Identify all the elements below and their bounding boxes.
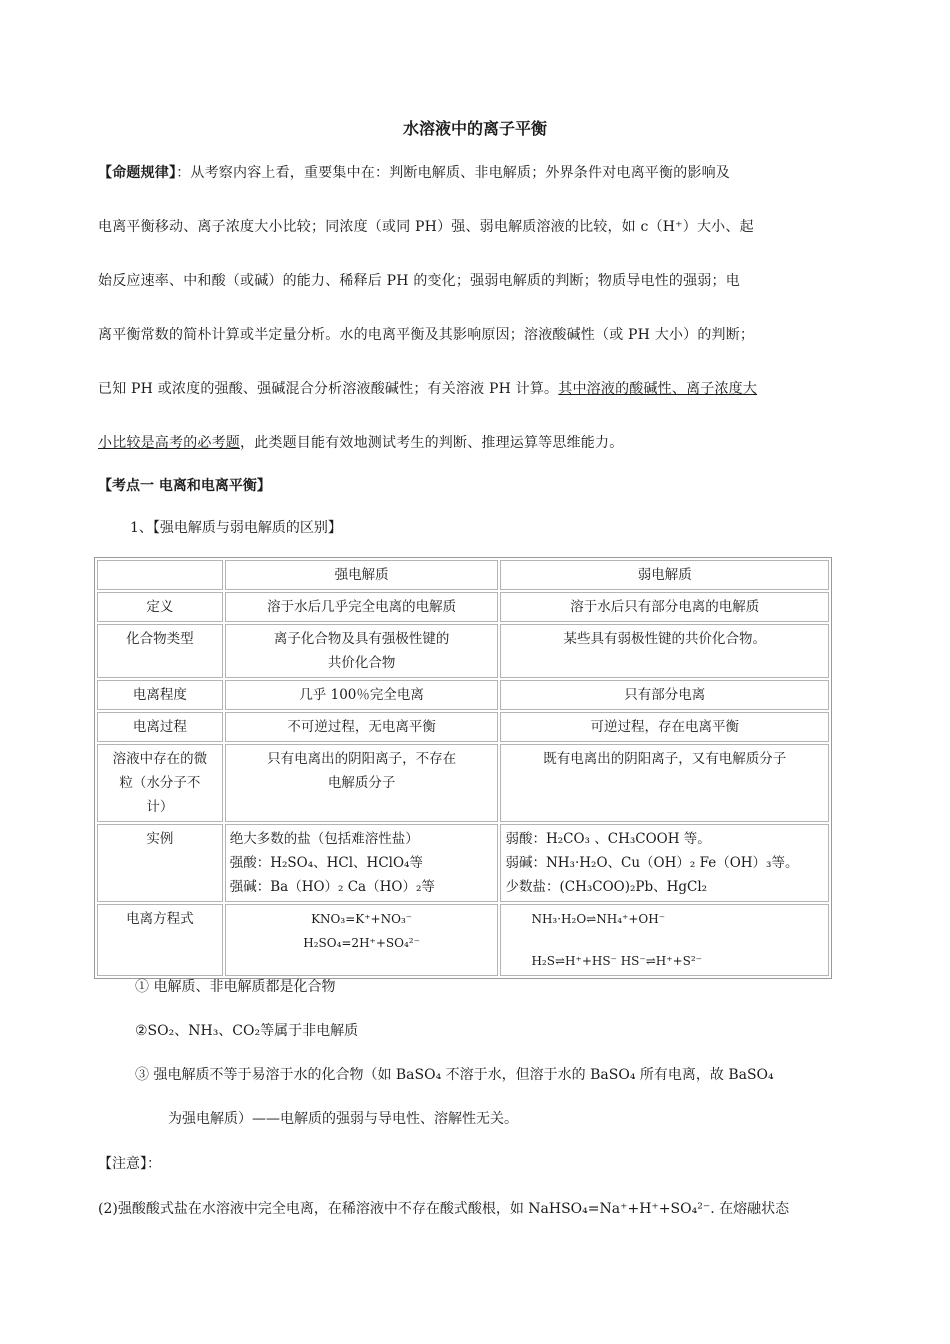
header-weak: 弱电解质 [500,560,829,590]
page-title: 水溶液中的离子平衡 [402,119,547,138]
equation: KNO₃=K⁺+NO₃⁻ [311,912,413,926]
attention-heading: 【注意】： [98,1156,161,1172]
equation: NH₃·H₂O⇌NH₄⁺+OH⁻ [531,912,666,926]
table-row: 电离程度 几乎 100％完全电离 只有部分电离 [97,680,829,710]
equation: H₂SO₄=2H⁺+SO₄²⁻ [303,936,420,950]
note-2: ②SO₂、NH₃、CO₂等属于非电解质 [135,1023,359,1039]
table-row [97,560,829,590]
rule-line-6: 小比较是高考的必考题，此类题目能有效地测试考生的判断、推理运算等思维能力。 [98,435,624,451]
electrolyte-comparison-table [94,557,832,979]
subsection-heading: 1、【强电解质与弱电解质的区别】 [130,520,342,536]
table-row: 化合物类型 离子化合物及具有强极性键的 共价化合物 某些具有弱极性键的共价化合物。 [97,624,829,678]
table-row: 实例 绝大多数的盐（包括难溶性盐） 强酸：H₂SO₄、HCl、HClO₄等 强碱：Ba（HO）₂ Ca（HO）₂等 弱酸：H₂CO₃ 、CH₃COOH 等。 弱碱：NH₃·H₂O、Cu（OH）₂ Fe（OH）₃等。 少数盐：(CH₃COO)₂Pb、HgCl₂ [97,824,829,902]
table-row: 定义 溶于水后几乎完全电离的电解质 溶于水后只有部分电离的电解质 [97,592,829,622]
rule-line-2: 电离平衡移动、离子浓度大小比较；同浓度（或同 PH）强、弱电解质溶液的比较，如 c（H⁺）大小、起 [98,219,754,235]
rule-line-4: 离平衡常数的简朴计算或半定量分析。水的电离平衡及其影响原因；溶液酸碱性（或 PH 大小）的判断； [98,327,755,343]
note-1: ① 电解质、非电解质都是化合物 [135,979,336,995]
table-row: 溶液中存在的微 粒（水分子不 计） 只有电离出的阴阳离子，不存在 电解质分子 既有电离出的阴阳离子，又有电解质分子 [97,744,829,822]
header-strong: 强电解质 [225,560,499,590]
rule-line-5: 已知 PH 或浓度的强酸、强碱混合分析溶液酸碱性；有关溶液 PH 计算。其中溶液的酸碱性、离子浓度大 [98,381,758,397]
note-3-cont: 为强电解质）——电解质的强弱与导电性、溶解性无关。 [168,1111,518,1127]
underlined-emphasis: 小比较是高考的必考题 [98,435,240,451]
rule-line-1: 【命题规律】：从考察内容上看，重要集中在：判断电解质、非电解质；外界条件对电离平衡的影响及 [98,165,731,181]
rule-label: 【命题规律】 [98,165,177,181]
underlined-emphasis: 其中溶液的酸碱性、离子浓度大 [558,381,758,397]
table-row: 电离方程式 KNO₃=K⁺+NO₃⁻ H₂SO₄=2H⁺+SO₄²⁻ NH₃·H₂O⇌NH₄⁺+OH⁻ H₂S⇌H⁺+HS⁻ HS⁻⇌H⁺+S²⁻ [97,904,829,976]
section-heading: 【考点一 电离和电离平衡】 [98,478,271,494]
note-3: ③ 强电解质不等于易溶于水的化合物（如 BaSO₄ 不溶于水，但溶于水的 BaSO₄ 所有电离，故 BaSO₄ [135,1067,774,1083]
table-row: 电离过程 不可逆过程，无电离平衡 可逆过程，存在电离平衡 [97,712,829,742]
equation: H₂S⇌H⁺+HS⁻ HS⁻⇌H⁺+S²⁻ [531,954,702,968]
point-2: (2)强酸酸式盐在水溶液中完全电离，在稀溶液中不存在酸式酸根，如 NaHSO₄=Na⁺+H⁺+SO₄²⁻. 在熔融状态 [98,1201,790,1217]
rule-line-3: 始反应速率、中和酸（或碱）的能力、稀释后 PH 的变化；强弱电解质的判断；物质导电性的强弱；电 [98,273,740,289]
